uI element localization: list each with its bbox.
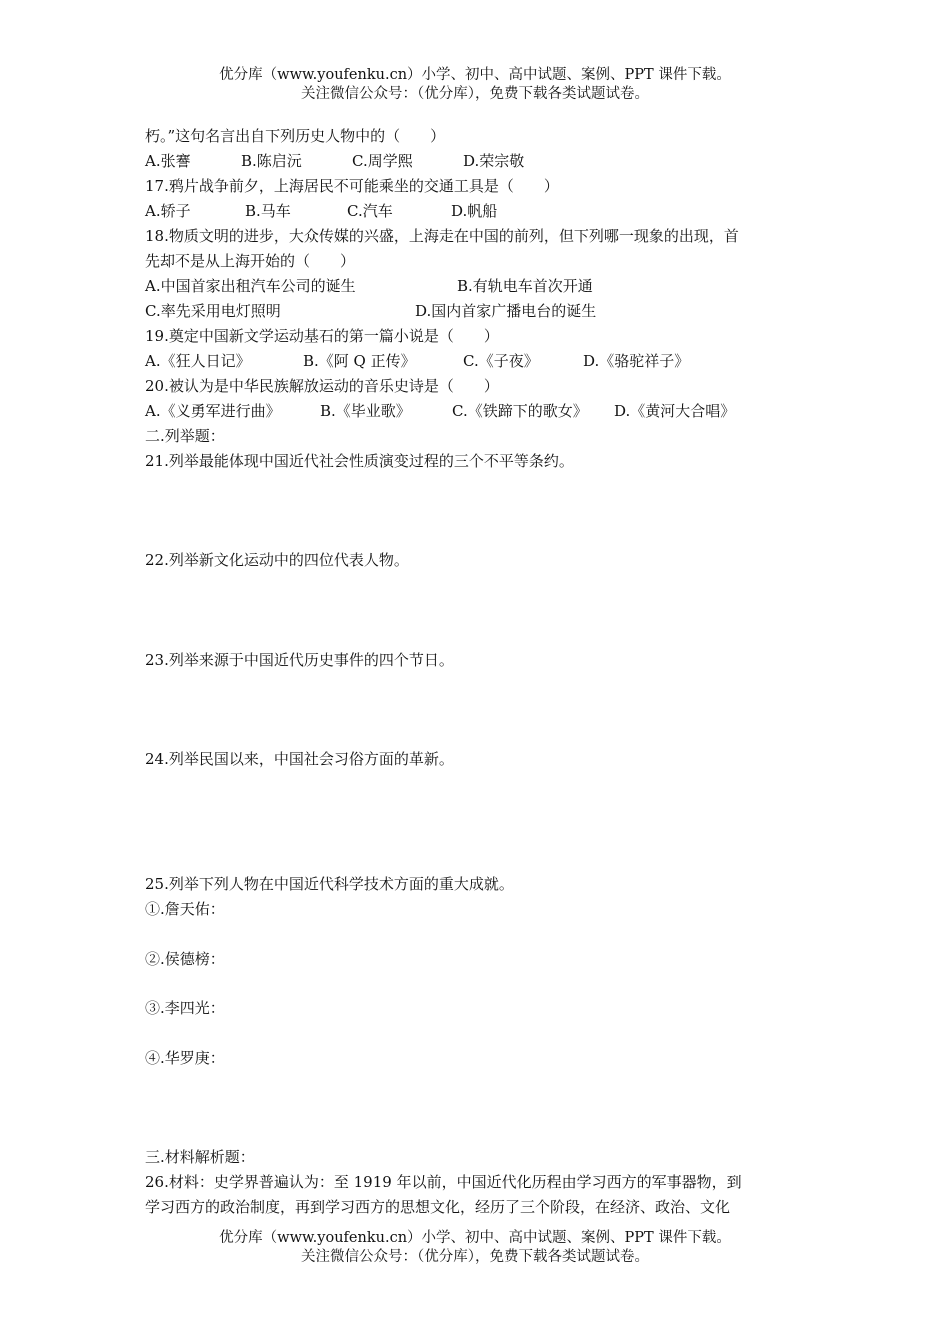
q16-stem: 朽。”这句名言出自下列历史人物中的（ ） [145,127,446,145]
q17-option-d: D.帆船 [451,202,498,220]
q18-option-d: D.国内首家广播电台的诞生 [415,302,597,320]
q16-option-d: D.荣宗敬 [463,152,525,170]
section-3-title: 三.材料解析题： [145,1148,255,1166]
q16-option-a: A.张謇 [145,152,191,170]
q19-option-d: D.《骆驼祥子》 [583,352,690,370]
header-line-1: 优分库（www.youfenku.cn）小学、初中、高中试题、案例、PPT 课件下载。 [219,67,731,83]
q25-stem: 25.列举下列人物在中国近代科学技术方面的重大成就。 [145,875,514,893]
header-line-2: 关注微信公众号：（优分库），免费下载各类试题试卷。 [301,86,649,102]
q26-line-1: 26.材料：史学界普遍认为：至 1919 年以前，中国近代化历程由学习西方的军事器物，到 [145,1173,742,1191]
q18-option-a: A.中国首家出租汽车公司的诞生 [145,277,356,295]
q17-option-a: A.轿子 [145,202,191,220]
footer-line-2: 关注微信公众号：（优分库），免费下载各类试题试卷。 [301,1249,649,1265]
q19-option-b: B.《阿 Q 正传》 [303,352,416,370]
q20-option-b: B.《毕业歌》 [320,402,411,420]
q18-option-b: B.有轨电车首次开通 [457,277,593,295]
q25-item-4: ④.华罗庚： [145,1049,225,1067]
footer-line-1: 优分库（www.youfenku.cn）小学、初中、高中试题、案例、PPT 课件下载。 [219,1230,731,1246]
q20-option-c: C.《铁蹄下的歌女》 [452,402,588,420]
q19-option-c: C.《子夜》 [463,352,539,370]
q24-stem: 24.列举民国以来，中国社会习俗方面的革新。 [145,750,454,768]
q18-stem-line-1: 18.物质文明的进步，大众传媒的兴盛，上海走在中国的前列，但下列哪一现象的出现，首 [145,227,739,245]
q16-option-c: C.周学熙 [352,152,413,170]
section-2-title: 二.列举题： [145,427,225,445]
q20-option-d: D.《黄河大合唱》 [614,402,736,420]
q19-option-a: A.《狂人日记》 [145,352,251,370]
q23-stem: 23.列举来源于中国近代历史事件的四个节日。 [145,651,454,669]
q17-option-b: B.马车 [245,202,291,220]
q17-stem: 17.鸦片战争前夕，上海居民不可能乘坐的交通工具是（ ） [145,177,559,195]
q17-option-c: C.汽车 [347,202,393,220]
page-footer [0,1229,950,1267]
q18-stem-line-2: 先却不是从上海开始的（ ） [145,252,356,270]
q25-item-2: ②.侯德榜： [145,950,225,968]
q25-item-1: ①.詹天佑： [145,900,225,918]
q25-item-3: ③.李四光： [145,999,225,1017]
q19-stem: 19.奠定中国新文学运动基石的第一篇小说是（ ） [145,327,499,345]
q21-stem: 21.列举最能体现中国近代社会性质演变过程的三个不平等条约。 [145,452,574,470]
q26-line-2: 学习西方的政治制度，再到学习西方的思想文化，经历了三个阶段，在经济、政治、文化 [145,1198,731,1216]
q16-option-b: B.陈启沅 [241,152,302,170]
q22-stem: 22.列举新文化运动中的四位代表人物。 [145,551,409,569]
page-header [0,66,950,104]
q20-option-a: A.《义勇军进行曲》 [145,402,281,420]
q20-stem: 20.被认为是中华民族解放运动的音乐史诗是（ ） [145,377,499,395]
q18-option-c: C.率先采用电灯照明 [145,302,281,320]
